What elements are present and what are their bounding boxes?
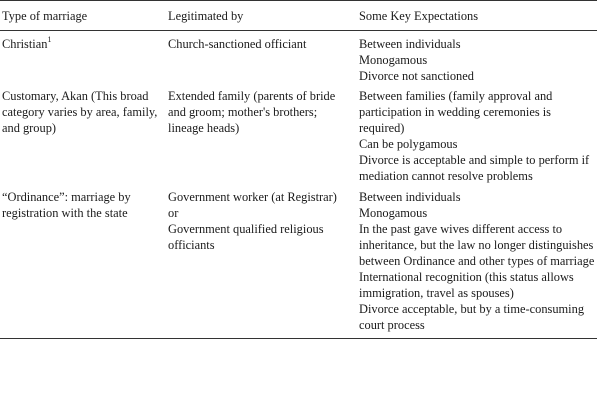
expectation-item: In the past gave wives different access to inheritance, but the law no longer distinguishes between Ordinance and other types of marriage bbox=[359, 222, 595, 268]
legitimated-item: Church-sanctioned officiant bbox=[168, 37, 307, 51]
header-key-expectations: Some Key Expectations bbox=[356, 1, 597, 31]
expectation-item: Monogamous bbox=[359, 206, 428, 220]
table-header-row bbox=[0, 1, 597, 31]
expectation-item: Divorce is acceptable and simple to perform if mediation cannot resolve problems bbox=[359, 153, 590, 183]
expectation-item: Between families (family approval and participation in wedding ceremonies is required) bbox=[359, 89, 553, 135]
legitimated-item: or bbox=[168, 206, 179, 220]
legitimated-item: Extended family (parents of bride and groom; mother's brothers; lineage heads) bbox=[168, 89, 336, 135]
cell-legitimated-by bbox=[166, 88, 356, 189]
expectation-item: International recognition (this status allows immigration, travel as spouses) bbox=[359, 270, 574, 300]
cell-expectations bbox=[356, 88, 597, 189]
expectation-item: Can be polygamous bbox=[359, 137, 458, 151]
cell-type bbox=[0, 31, 166, 89]
expectation-item: Between individuals bbox=[359, 190, 461, 204]
type-label: “Ordinance”: marriage by registration with the state bbox=[2, 190, 131, 220]
cell-type bbox=[0, 189, 166, 339]
cell-expectations bbox=[356, 189, 597, 339]
expectation-item: Monogamous bbox=[359, 53, 428, 67]
expectation-item: Between individuals bbox=[359, 37, 461, 51]
cell-type bbox=[0, 88, 166, 189]
legitimated-item: Government worker (at Registrar) bbox=[168, 190, 337, 204]
header-type-of-marriage: Type of marriage bbox=[0, 1, 166, 31]
table-row bbox=[0, 189, 597, 339]
expectation-item: Divorce not sanctioned bbox=[359, 69, 474, 83]
footnote-marker: 1 bbox=[47, 34, 52, 44]
table-row bbox=[0, 31, 597, 89]
expectation-item: Divorce acceptable, but by a time-consuming court process bbox=[359, 302, 585, 332]
table-row bbox=[0, 88, 597, 189]
cell-expectations bbox=[356, 31, 597, 89]
cell-legitimated-by bbox=[166, 189, 356, 339]
type-label: Christian bbox=[2, 37, 48, 51]
header-legitimated-by: Legitimated by bbox=[166, 1, 356, 31]
legitimated-item: Government qualified religious officiants bbox=[168, 222, 324, 252]
cell-legitimated-by bbox=[166, 31, 356, 89]
type-label: Customary, Akan (This broad category varies by area, family, and group) bbox=[2, 89, 158, 135]
